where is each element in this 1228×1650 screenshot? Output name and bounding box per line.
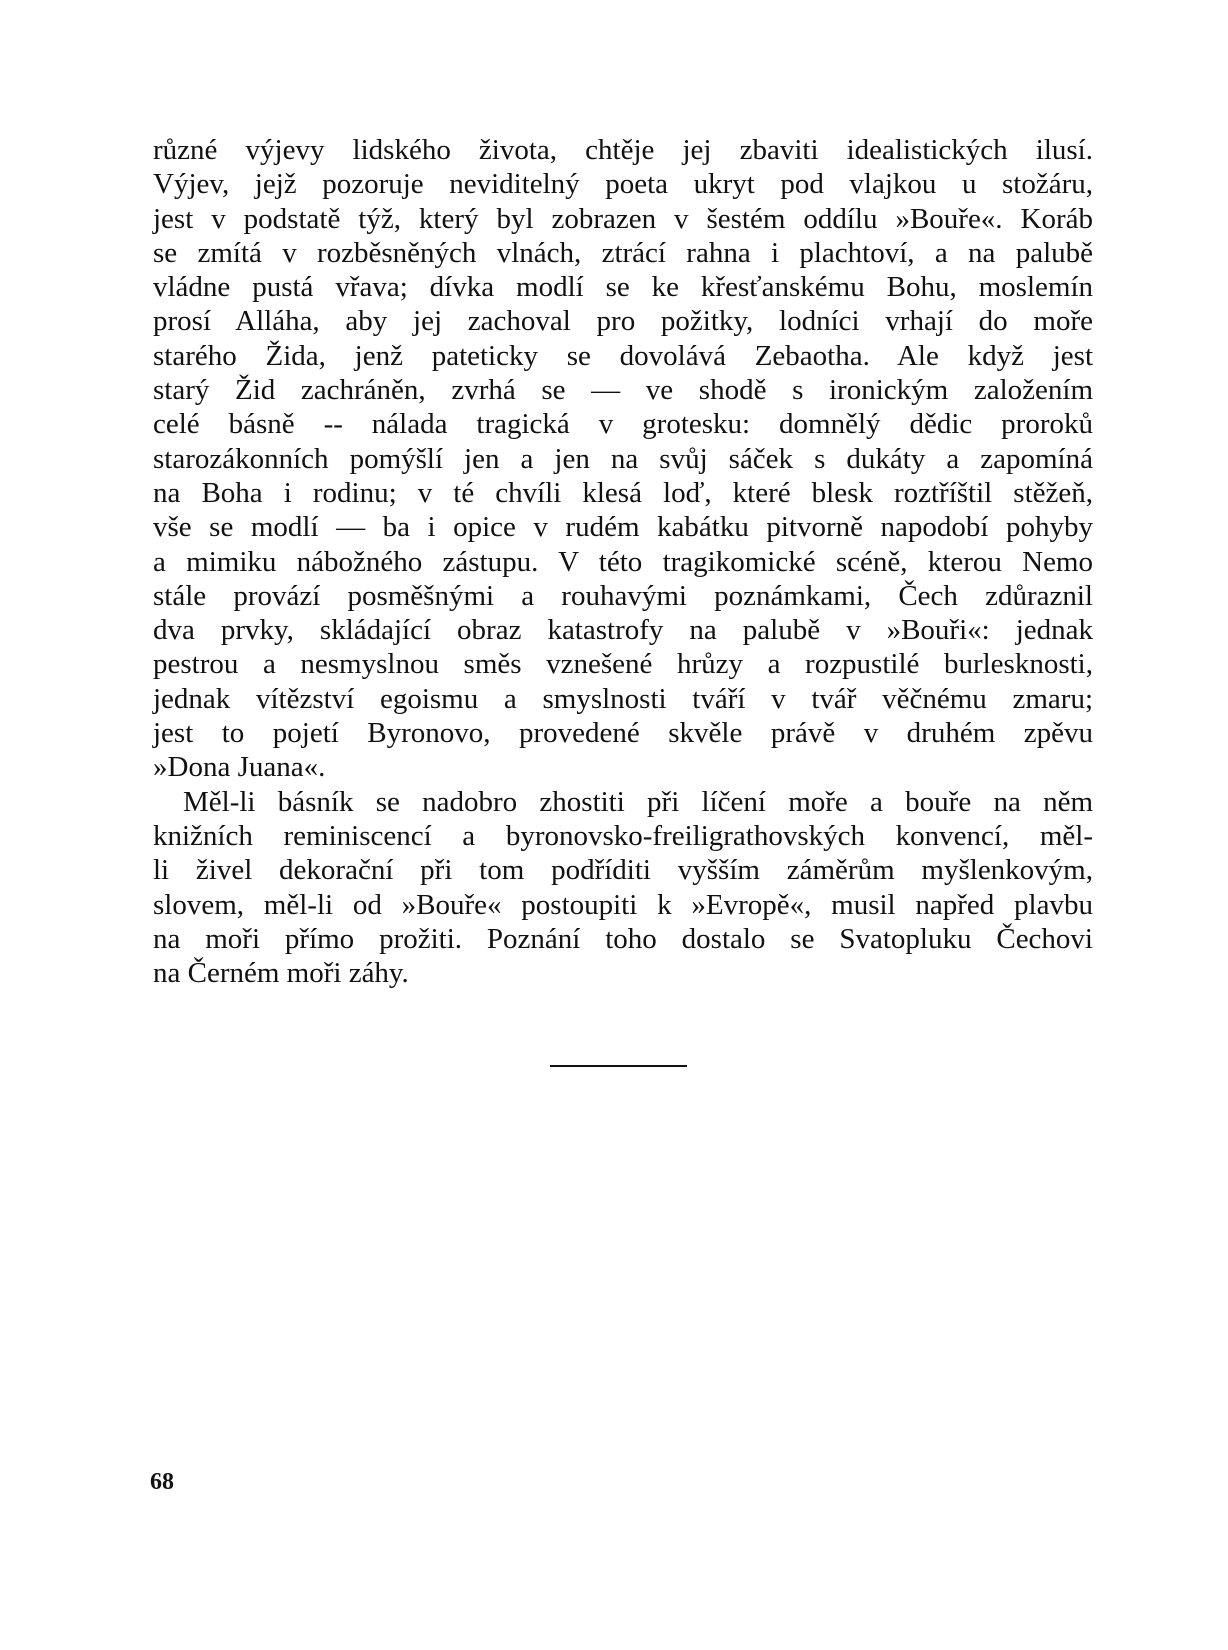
text-line: Výjev, jejž pozoruje neviditelný poeta ukryt pod vlajkou u stožáru, — [153, 168, 1093, 201]
body-text — [153, 133, 1093, 990]
text-line: starý Žid zachráněn, zvrhá se — ve shodě s ironickým založením — [153, 374, 1093, 407]
text-line: na Boha i rodinu; v té chvíli klesá loď, které blesk roztříštil stěžeň, — [153, 476, 1093, 509]
text-line: vše se modlí — ba i opice v rudém kabátku pitvorně napodobí pohyby — [153, 511, 1093, 544]
text-line: Měl-li básník se nadobro zhostiti při líčení moře a bouře na něm — [183, 785, 1093, 818]
text-line: stále provází posměšnými a rouhavými poznámkami, Čech zdůraznil — [153, 579, 1093, 612]
text-line: na Černém moři záhy. — [153, 957, 409, 990]
text-line: dva prvky, skládající obraz katastrofy na palubě v »Bouři«: jednak — [153, 614, 1093, 647]
paragraph-1 — [153, 133, 1093, 785]
text-line: jest v podstatě týž, který byl zobrazen v šestém oddílu »Bouře«. Koráb — [153, 202, 1093, 235]
text-line: a mimiku nábožného zástupu. V této tragikomické scéně, kterou Nemo — [153, 545, 1093, 578]
text-line: li živel dekorační při tom podříditi vyšším záměrům myšlenkovým, — [153, 854, 1093, 887]
text-line: slovem, měl-li od »Bouře« postoupiti k »Evropě«, musil napřed plavbu — [153, 888, 1093, 921]
text-line: na moři přímo prožiti. Poznání toho dostalo se Svatopluku Čechovi — [153, 922, 1093, 955]
text-line: jednak vítězství egoismu a smyslnosti tváří v tvář věčnému zmaru; — [153, 682, 1093, 715]
text-line: vládne pustá vřava; dívka modlí se ke křesťanskému Bohu, moslemín — [153, 271, 1093, 304]
text-line: celé básně -- nálada tragická v grotesku: domnělý dědic proroků — [153, 408, 1093, 441]
section-divider — [550, 1065, 687, 1067]
paragraph-2 — [153, 785, 1093, 991]
page-number: 68 — [150, 1469, 174, 1495]
text-line: pestrou a nesmyslnou směs vznešené hrůzy a rozpustilé burlesknosti, — [153, 648, 1093, 681]
text-line: se zmítá v rozběsněných vlnách, ztrácí rahna i plachtoví, a na palubě — [153, 236, 1093, 269]
text-line: knižních reminiscencí a byronovsko-freiligrathovských konvencí, měl- — [153, 819, 1093, 852]
text-line: starého Žida, jenž pateticky se dovolává Zebaotha. Ale když jest — [153, 339, 1093, 372]
text-line: »Dona Juana«. — [153, 751, 326, 784]
text-line: starozákonních pomýšlí jen a jen na svůj sáček s dukáty a zapomíná — [153, 442, 1093, 475]
text-line: jest to pojetí Byronovo, provedené skvěle právě v druhém zpěvu — [153, 717, 1093, 750]
text-line: prosí Alláha, aby jej zachoval pro požitky, lodníci vrhají do moře — [153, 305, 1093, 338]
text-line: různé výjevy lidského života, chtěje jej zbaviti idealistických ilusí. — [153, 134, 1093, 166]
